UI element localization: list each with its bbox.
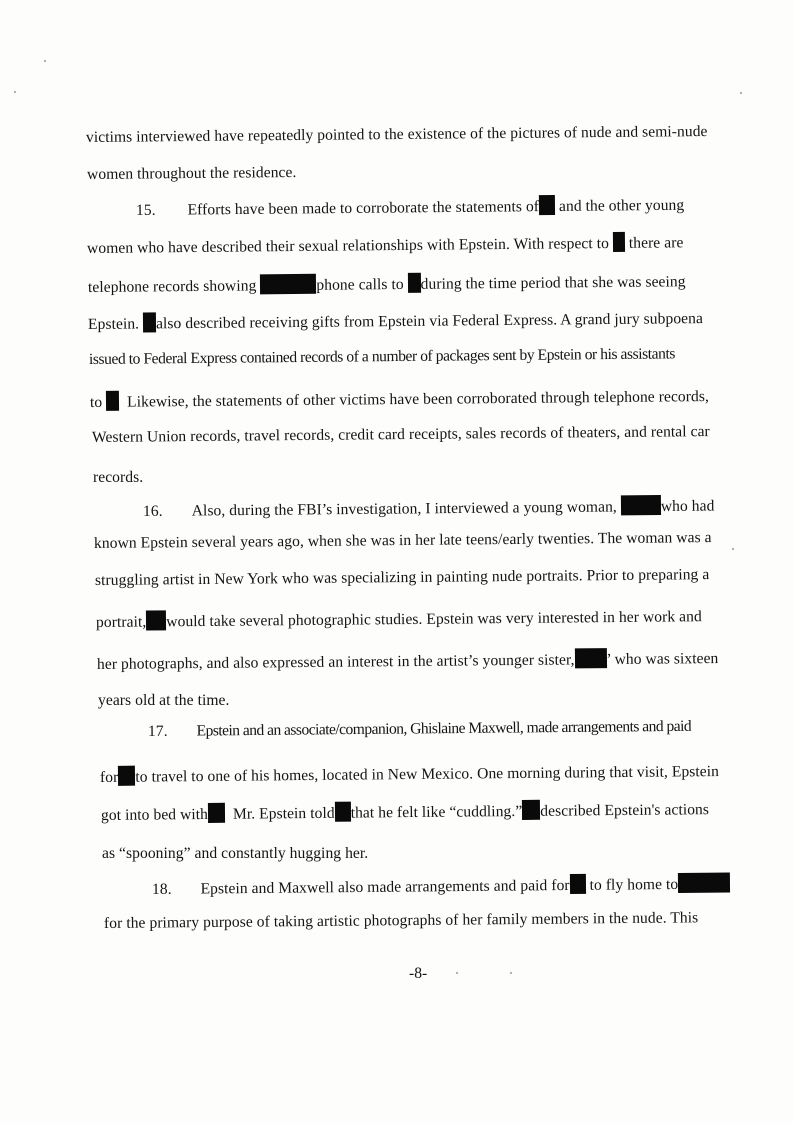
paragraph-16-text: her photographs, and also expressed an interest in the artist’s younger sister, bbox=[96, 651, 575, 673]
paragraph-16-text: would take several photographic studies. Epstein was very interested in her work and bbox=[166, 608, 702, 631]
paragraph-15-text: issued to Federal Express contained records of a number of packages sent by Epstein or his assistants bbox=[88, 345, 675, 368]
paragraph-17-text: Epstein and an associate/companion, Ghislaine Maxwell, made arrangements and paid bbox=[196, 717, 692, 740]
text-line bbox=[100, 760, 719, 788]
paragraph-15-text: during the time period that she was seeing bbox=[420, 273, 686, 293]
redaction-box bbox=[621, 495, 661, 515]
paragraph-17-text: that he felt like “cuddling.” bbox=[350, 802, 523, 822]
paragraph-15-text: Western Union records, travel records, credit card receipts, sales records of theaters, and rental car bbox=[91, 423, 710, 446]
paragraph-15-number: 15. bbox=[135, 201, 156, 219]
paragraph-18-text: Epstein and Maxwell also made arrangements and paid for bbox=[200, 876, 570, 898]
paragraph-16-number: 16. bbox=[142, 502, 163, 520]
redaction-box bbox=[146, 610, 166, 630]
redaction-box bbox=[208, 803, 225, 823]
redaction-box bbox=[522, 800, 540, 820]
text-line bbox=[90, 385, 709, 413]
intro-line-1: victims interviewed have repeatedly pointed to the existence of the pictures of nude and semi-nude bbox=[85, 123, 708, 146]
paragraph-17-text: got into bed with bbox=[100, 805, 209, 824]
paragraph-17-number: 17. bbox=[147, 722, 168, 740]
text-line bbox=[104, 908, 698, 934]
paragraph-15-text: Epstein. bbox=[87, 315, 140, 333]
text-line bbox=[88, 307, 703, 335]
paragraph-16-text: known Epstein several years ago, when she was in her late teens/early twenties. The woman was a bbox=[93, 529, 712, 552]
text-line bbox=[93, 468, 143, 488]
scan-speck bbox=[14, 91, 16, 93]
scan-speck bbox=[740, 92, 742, 94]
paragraph-15-text: there are bbox=[628, 234, 684, 252]
text-line bbox=[143, 495, 715, 522]
text-line bbox=[148, 717, 691, 742]
paragraph-16-text: Also, during the FBI’s investigation, I interviewed a young woman, bbox=[191, 498, 617, 520]
text-line bbox=[102, 844, 368, 864]
text-line bbox=[152, 872, 730, 900]
text-line bbox=[86, 122, 708, 148]
text-line bbox=[101, 798, 709, 826]
redaction-box bbox=[335, 802, 351, 822]
redaction-box bbox=[106, 391, 119, 411]
paragraph-16-text: years old at the time. bbox=[98, 692, 230, 709]
paragraph-18-number: 18. bbox=[151, 880, 172, 898]
paragraph-16-text: ’ who was sixteen bbox=[606, 650, 719, 669]
intro-line-2: women throughout the residence. bbox=[86, 163, 297, 183]
redaction-box bbox=[143, 312, 156, 332]
text-line bbox=[87, 163, 297, 185]
paragraph-17-text: for bbox=[99, 768, 119, 786]
scan-speck bbox=[510, 972, 512, 974]
redaction-box bbox=[570, 874, 586, 894]
scan-speck bbox=[44, 60, 46, 62]
text-line bbox=[89, 344, 675, 370]
paragraph-16-text: who had bbox=[660, 497, 715, 516]
redaction-box bbox=[408, 273, 421, 293]
redaction-box bbox=[118, 766, 135, 786]
text-line bbox=[97, 647, 719, 675]
scan-speck bbox=[456, 972, 458, 974]
paragraph-15-text: women who have described their sexual relationships with Epstein. With respect to bbox=[86, 234, 609, 257]
paragraph-15-text: to bbox=[89, 393, 103, 411]
text-line bbox=[87, 231, 684, 259]
paragraph-16-text: struggling artist in New York who was specializing in painting nude portraits. Prior to preparing a bbox=[94, 566, 710, 589]
paragraph-17-text: described Epstein's actions bbox=[540, 801, 710, 820]
redaction-box bbox=[574, 648, 606, 668]
paragraph-17-text: Mr. Epstein told bbox=[232, 804, 335, 823]
text-line bbox=[92, 422, 710, 448]
scan-speck bbox=[732, 548, 734, 550]
text-line bbox=[98, 691, 229, 711]
text-line bbox=[94, 528, 712, 554]
paragraph-17-text: to travel to one of his homes, located in New Mexico. One morning during that visit, Epstein bbox=[135, 763, 720, 786]
redaction-box bbox=[678, 872, 730, 892]
paragraph-15-text: phone calls to bbox=[316, 275, 404, 294]
paragraph-15-text: Efforts have been made to corroborate the statements of bbox=[187, 198, 540, 219]
paragraph-15-text: telephone records showing bbox=[87, 277, 257, 296]
paragraph-15-text: Likewise, the statements of other victims have been corroborated through telephone records, bbox=[127, 388, 709, 411]
paragraph-17-text: as “spooning” and constantly hugging her. bbox=[102, 845, 369, 862]
text-line bbox=[136, 194, 684, 221]
redaction-box bbox=[613, 232, 625, 252]
text-line bbox=[95, 565, 709, 591]
paragraph-15-text: and the other young bbox=[558, 196, 685, 215]
paragraph-15-text: also described receiving gifts from Epstein via Federal Express. A grand jury subpoena bbox=[155, 310, 703, 333]
text-line bbox=[88, 270, 686, 298]
redaction-box bbox=[539, 195, 555, 215]
paragraph-18-text: to fly home to bbox=[589, 875, 679, 894]
text-line bbox=[96, 605, 702, 633]
redaction-box bbox=[260, 274, 316, 295]
page-number: -8- bbox=[409, 965, 428, 982]
paragraph-15-text: records. bbox=[93, 469, 144, 486]
paragraph-16-text: portrait, bbox=[95, 613, 147, 631]
paragraph-18-text: for the primary purpose of taking artistic photographs of her family members in the nude. This bbox=[103, 909, 699, 932]
